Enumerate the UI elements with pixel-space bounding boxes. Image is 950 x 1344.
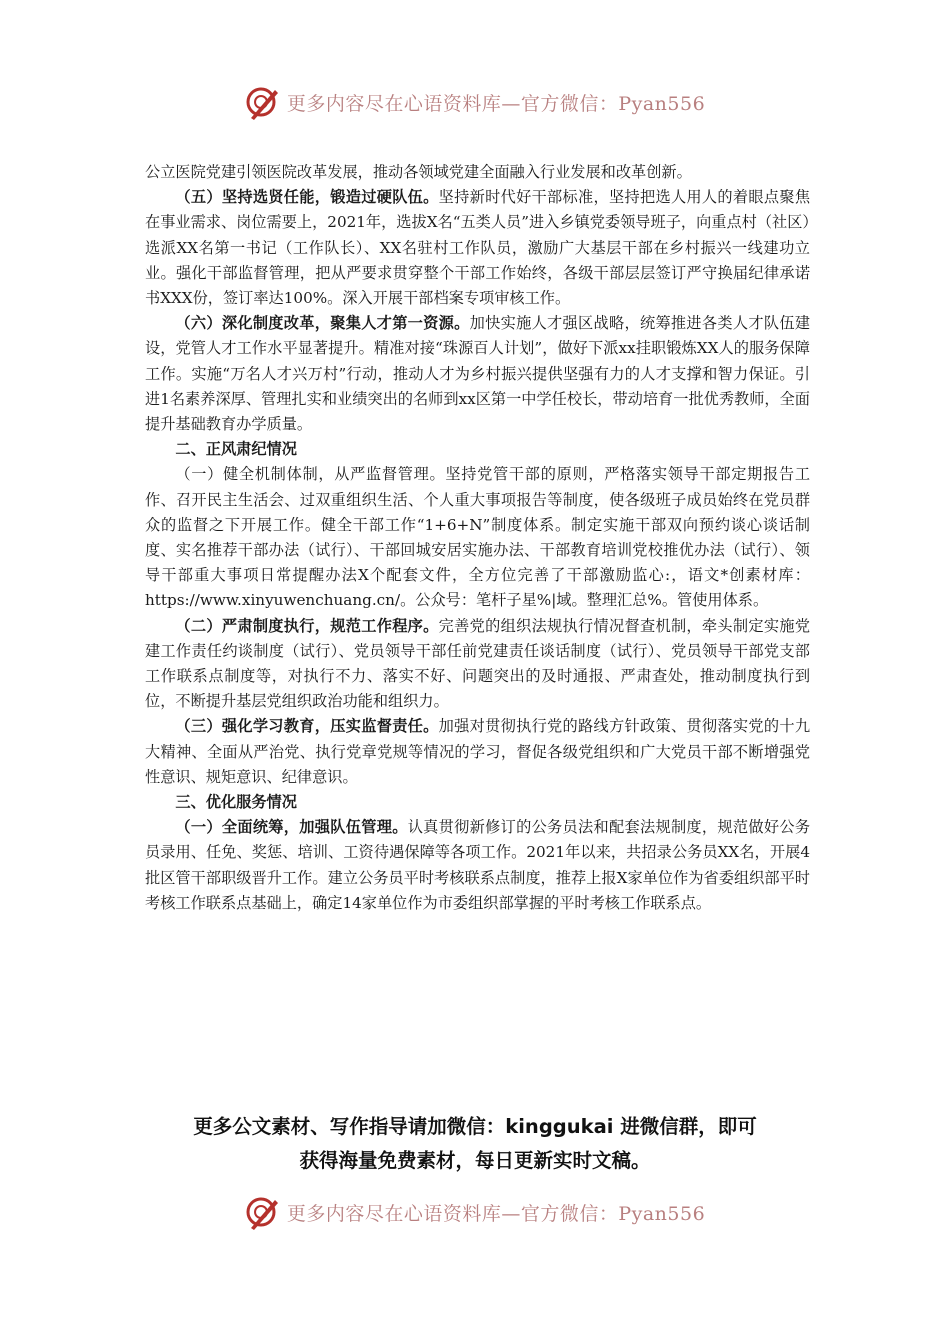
paragraph-2-3: （三）强化学习教育，压实监督责任。加强对贯彻执行党的路线方针政策、贯彻落实党的十九大精神、全面从严治党、执行党章党规等情况的学习，督促各级党组织和广大党员干部不断增强党性意识、规矩意识、纪律意识。 [145,717,811,786]
footer-banner [0,1190,950,1234]
promo-line-2: 获得海量免费素材，每日更新实时文稿。 [299,1149,651,1172]
promo-notice [0,1110,950,1178]
promo-line-1: 更多公文素材、写作指导请加微信：kinggukai 进微信群，即可 [193,1115,757,1138]
paragraph-lead: （三）强化学习教育，压实监督责任。 [175,717,439,736]
pen-logo-icon [245,84,281,120]
pen-logo-icon [245,1194,281,1230]
paragraph-lead: （六）深化制度改革，聚集人才第一资源。 [175,314,470,333]
paragraph-2-1: （一）健全机制体制，从严监督管理。坚持党管干部的原则，严格落实领导干部定期报告工作、召开民主生活会、过双重组织生活、个人重大事项报告等制度，使各级班子成员始终在党员群众的监督之下开展工作。健全干部工作“1+6+N”制度体系。制定实施干部双向预约谈心谈话制度、实名推荐干部办法（试行）、干部回城安居实施办法、干部教育培训党校推优办法（试行）、领导干部重大事项日常提醒办法X个配套文件，全方位完善了干部激励监心:，语文*创素材库：https://www.xinyuwenchuang.cn/。公众号：笔杆子星%|域。整理汇总%。管使用体系。 [145,465,810,610]
paragraph-lead: （二）严肃制度执行，规范工作程序。 [175,616,439,635]
banner-text: 更多内容尽在心语资料库—官方微信：Pyan556 [286,92,706,115]
header-banner [0,80,950,124]
paragraph-lead: （一）全面统筹，加强队伍管理。 [175,818,408,837]
document-body [145,160,810,916]
paragraph-five: （五）坚持选贤任能，锻造过硬队伍。坚持新时代好干部标准，坚持把选人用人的着眼点聚焦在事业需求、岗位需要上，2021年，选拔X名“五类人员”进入乡镇党委领导班子，向重点村（社区）选派XX名第一书记（工作队长）、XX名驻村工作队员，激励广大基层干部在乡村振兴一线建功立业。强化干部监督管理，把从严要求贯穿整个干部工作始终，各级干部层层签订严守换届纪律承诺书XXX份，签订率达100%。深入开展干部档案专项审核工作。 [145,188,811,308]
banner-text: 更多内容尽在心语资料库—官方微信：Pyan556 [286,1202,706,1225]
paragraph-continuation: 公立医院党建引领医院改革发展，推动各领域党建全面融入行业发展和改革创新。 [145,163,692,181]
paragraph-3-1: （一）全面统筹，加强队伍管理。认真贯彻新修订的公务员法和配套法规制度，规范做好公务员录用、任免、奖惩、培训、工资待遇保障等各项工作。2021年以来，共招录公务员XX名，开展4批区管干部职级晋升工作。建立公务员平时考核联系点制度，推荐上报X家单位作为省委组织部平时考核工作联系点基础上，确定14家单位作为市委组织部掌握的平时考核工作联系点。 [145,818,811,912]
section-heading-2: 二、正风肃纪情况 [175,440,297,459]
paragraph-2-2: （二）严肃制度执行，规范工作程序。完善党的组织法规执行情况督查机制，牵头制定实施党建工作责任约谈制度（试行）、党员领导干部任前党建责任谈话制度（试行）、党员领导干部党支部工作联系点制度等，对执行不力、落实不好、问题突出的及时通报、严肃查处，推动制度执行到位，不断提升基层党组织政治功能和组织力。 [145,616,811,711]
paragraph-six: （六）深化制度改革，聚集人才第一资源。加快实施人才强区战略，统筹推进各类人才队伍建设，党管人才工作水平显著提升。精准对接“珠源百人计划”，做好下派xx挂职锻炼XX人的服务保障工作。实施“万名人才兴万村”行动，推动人才为乡村振兴提供坚强有力的人才支撑和智力保证。引进1名素养深厚、管理扎实和业绩突出的名师到xx区第一中学任校长，带动培育一批优秀教师，全面提升基础教育办学质量。 [145,314,811,434]
paragraph-lead: （五）坚持选贤任能，锻造过硬队伍。 [175,188,439,207]
section-heading-3: 三、优化服务情况 [175,793,297,812]
